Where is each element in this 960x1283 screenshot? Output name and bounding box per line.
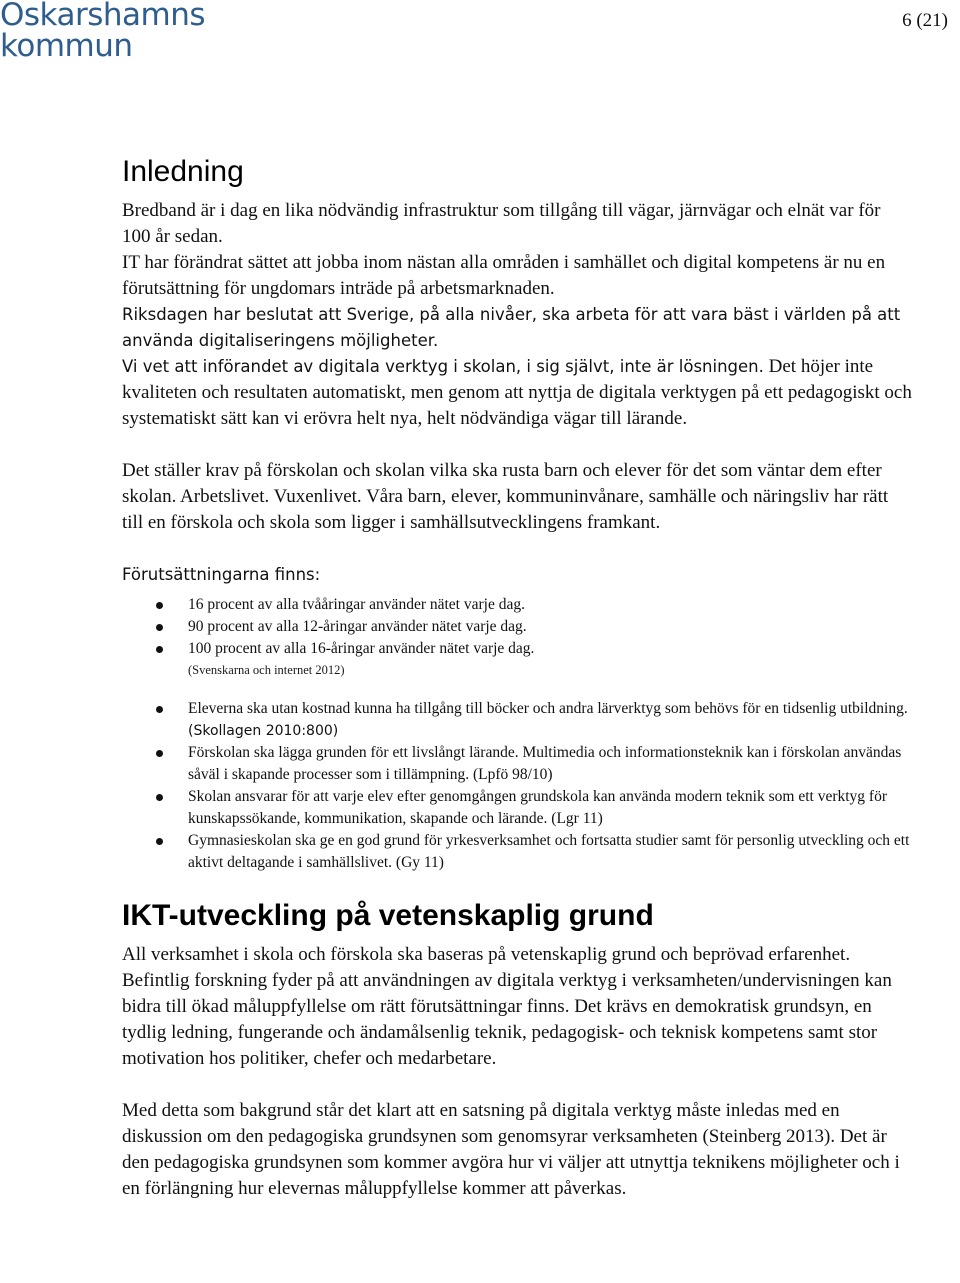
paragraph: IT har förändrat sättet att jobba inom nästan alla områden i samhället och digital kompetens är nu en förutsättning för ungdomars inträde på arbetsmarknaden. — [122, 252, 886, 299]
logo-line-1: Oskarshamns — [0, 0, 205, 33]
bullet-icon — [156, 624, 163, 631]
bullet-icon — [156, 794, 163, 801]
page-number: 6 (21) — [902, 10, 948, 31]
paragraph-serif-part: Det höjer inte kvaliteten och resultaten automatiskt, men genom att nyttja de digitala verktygen på ett pedagogiskt och systematiskt sätt kan vi erövra helt nya, helt nödvändiga vägar till lärande. — [122, 356, 912, 429]
prereq-list — [122, 594, 912, 660]
curriculum-list — [122, 698, 912, 874]
paragraph: Med detta som bakgrund står det klart att en satsning på digitala verktyg måste inledas med en diskussion om den pedagogiska grundsynen som genomsyrar verksamheten (Steinberg 2013). Det är den pedagogiska grundsynen som kommer avgöra hur vi väljer att utnyttja teknikens möjligheter och i en förlängning hur elevernas måluppfyllelse kommer att påverkas. — [122, 1100, 900, 1199]
list-item — [122, 742, 912, 786]
list-item-text: Skolan ansvarar för att varje elev efter genomgången grundskola kan använda modern teknik som ett verktyg för kunskapssökande, kommunikation, skapande och lärande. (Lgr 11) — [188, 788, 887, 827]
paragraph: Det ställer krav på förskolan och skolan vilka ska rusta barn och elever för det som väntar dem efter skolan. Arbetslivet. Vuxenlivet. Våra barn, elever, kommuninvånare, samhälle och näringsliv har rätt till en förskola och skola som ligger i samhällsutvecklingens framkant. — [122, 460, 889, 533]
list-item — [122, 830, 912, 874]
logo-line-2: kommun — [0, 28, 133, 64]
list-item — [122, 638, 912, 660]
paragraph: Riksdagen har beslutat att Sverige, på alla nivåer, ska arbeta för att vara bäst i världen på att använda digitaliseringens möjligheter. — [122, 305, 901, 350]
paragraph-sans-part: Vi vet att införandet av digitala verktyg i skolan, i sig självt, inte är lösningen. — [122, 357, 764, 376]
list-item-text: Gymnasieskolan ska ge en god grund för yrkesverksamhet och fortsatta studier samt för personlig utveckling och ett aktivt deltagande i samhällslivet. (Gy 11) — [188, 832, 910, 871]
bullet-icon — [156, 646, 163, 653]
bullet-icon — [156, 602, 163, 609]
list-item-text: Förskolan ska lägga grunden för ett livslångt lärande. Multimedia och informationsteknik kan i förskolan användas såväl i skapande processer som i tillämpning. (Lpfö 98/10) — [188, 744, 902, 783]
bullet-icon — [156, 706, 163, 713]
source-citation: (Svenskarna och internet 2012) — [188, 663, 345, 677]
paragraph: Bredband är i dag en lika nödvändig infrastruktur som tillgång till vägar, järnvägar och elnät var för 100 år sedan. — [122, 200, 881, 247]
list-item-reference: (Skollagen 2010:800) — [188, 723, 339, 739]
list-item-text: Eleverna ska utan kostnad kunna ha tillgång till böcker och andra lärverktyg som behövs för en tidsenlig utbildning. — [188, 700, 908, 717]
paragraph: All verksamhet i skola och förskola ska baseras på vetenskaplig grund och beprövad erfarenhet. Befintlig forskning fyder på att användningen av digitala verktyg i verksamheten/undervisningen kan bidra till ökad måluppfyllelse om rätt förutsättningar finns. Det krävs en demokratisk grundsyn, en tydlig ledning, fungerande och ändamålsenlig teknik, pedagogisk- och teknisk kompetens samt stor motivation hos politiker, chefer och medarbetare. — [122, 944, 892, 1069]
list-item-text: 100 procent av alla 16-åringar använder nätet varje dag. — [188, 640, 535, 657]
list-item — [122, 698, 912, 742]
bullet-icon — [156, 838, 163, 845]
prereq-heading: Förutsättningarna finns: — [122, 565, 321, 584]
paragraph — [122, 354, 912, 432]
list-item-text: 16 procent av alla tvååringar använder nätet varje dag. — [188, 596, 525, 613]
section-title-inledning: Inledning — [122, 155, 244, 188]
list-item — [122, 786, 912, 830]
list-item-text: 90 procent av alla 12-åringar använder nätet varje dag. — [188, 618, 527, 635]
bullet-icon — [156, 750, 163, 757]
list-item — [122, 616, 912, 638]
section-title-ikt: IKT-utveckling på vetenskaplig grund — [122, 899, 654, 932]
main-content — [122, 152, 912, 1202]
municipality-logo — [0, 0, 215, 62]
list-item — [122, 594, 912, 616]
